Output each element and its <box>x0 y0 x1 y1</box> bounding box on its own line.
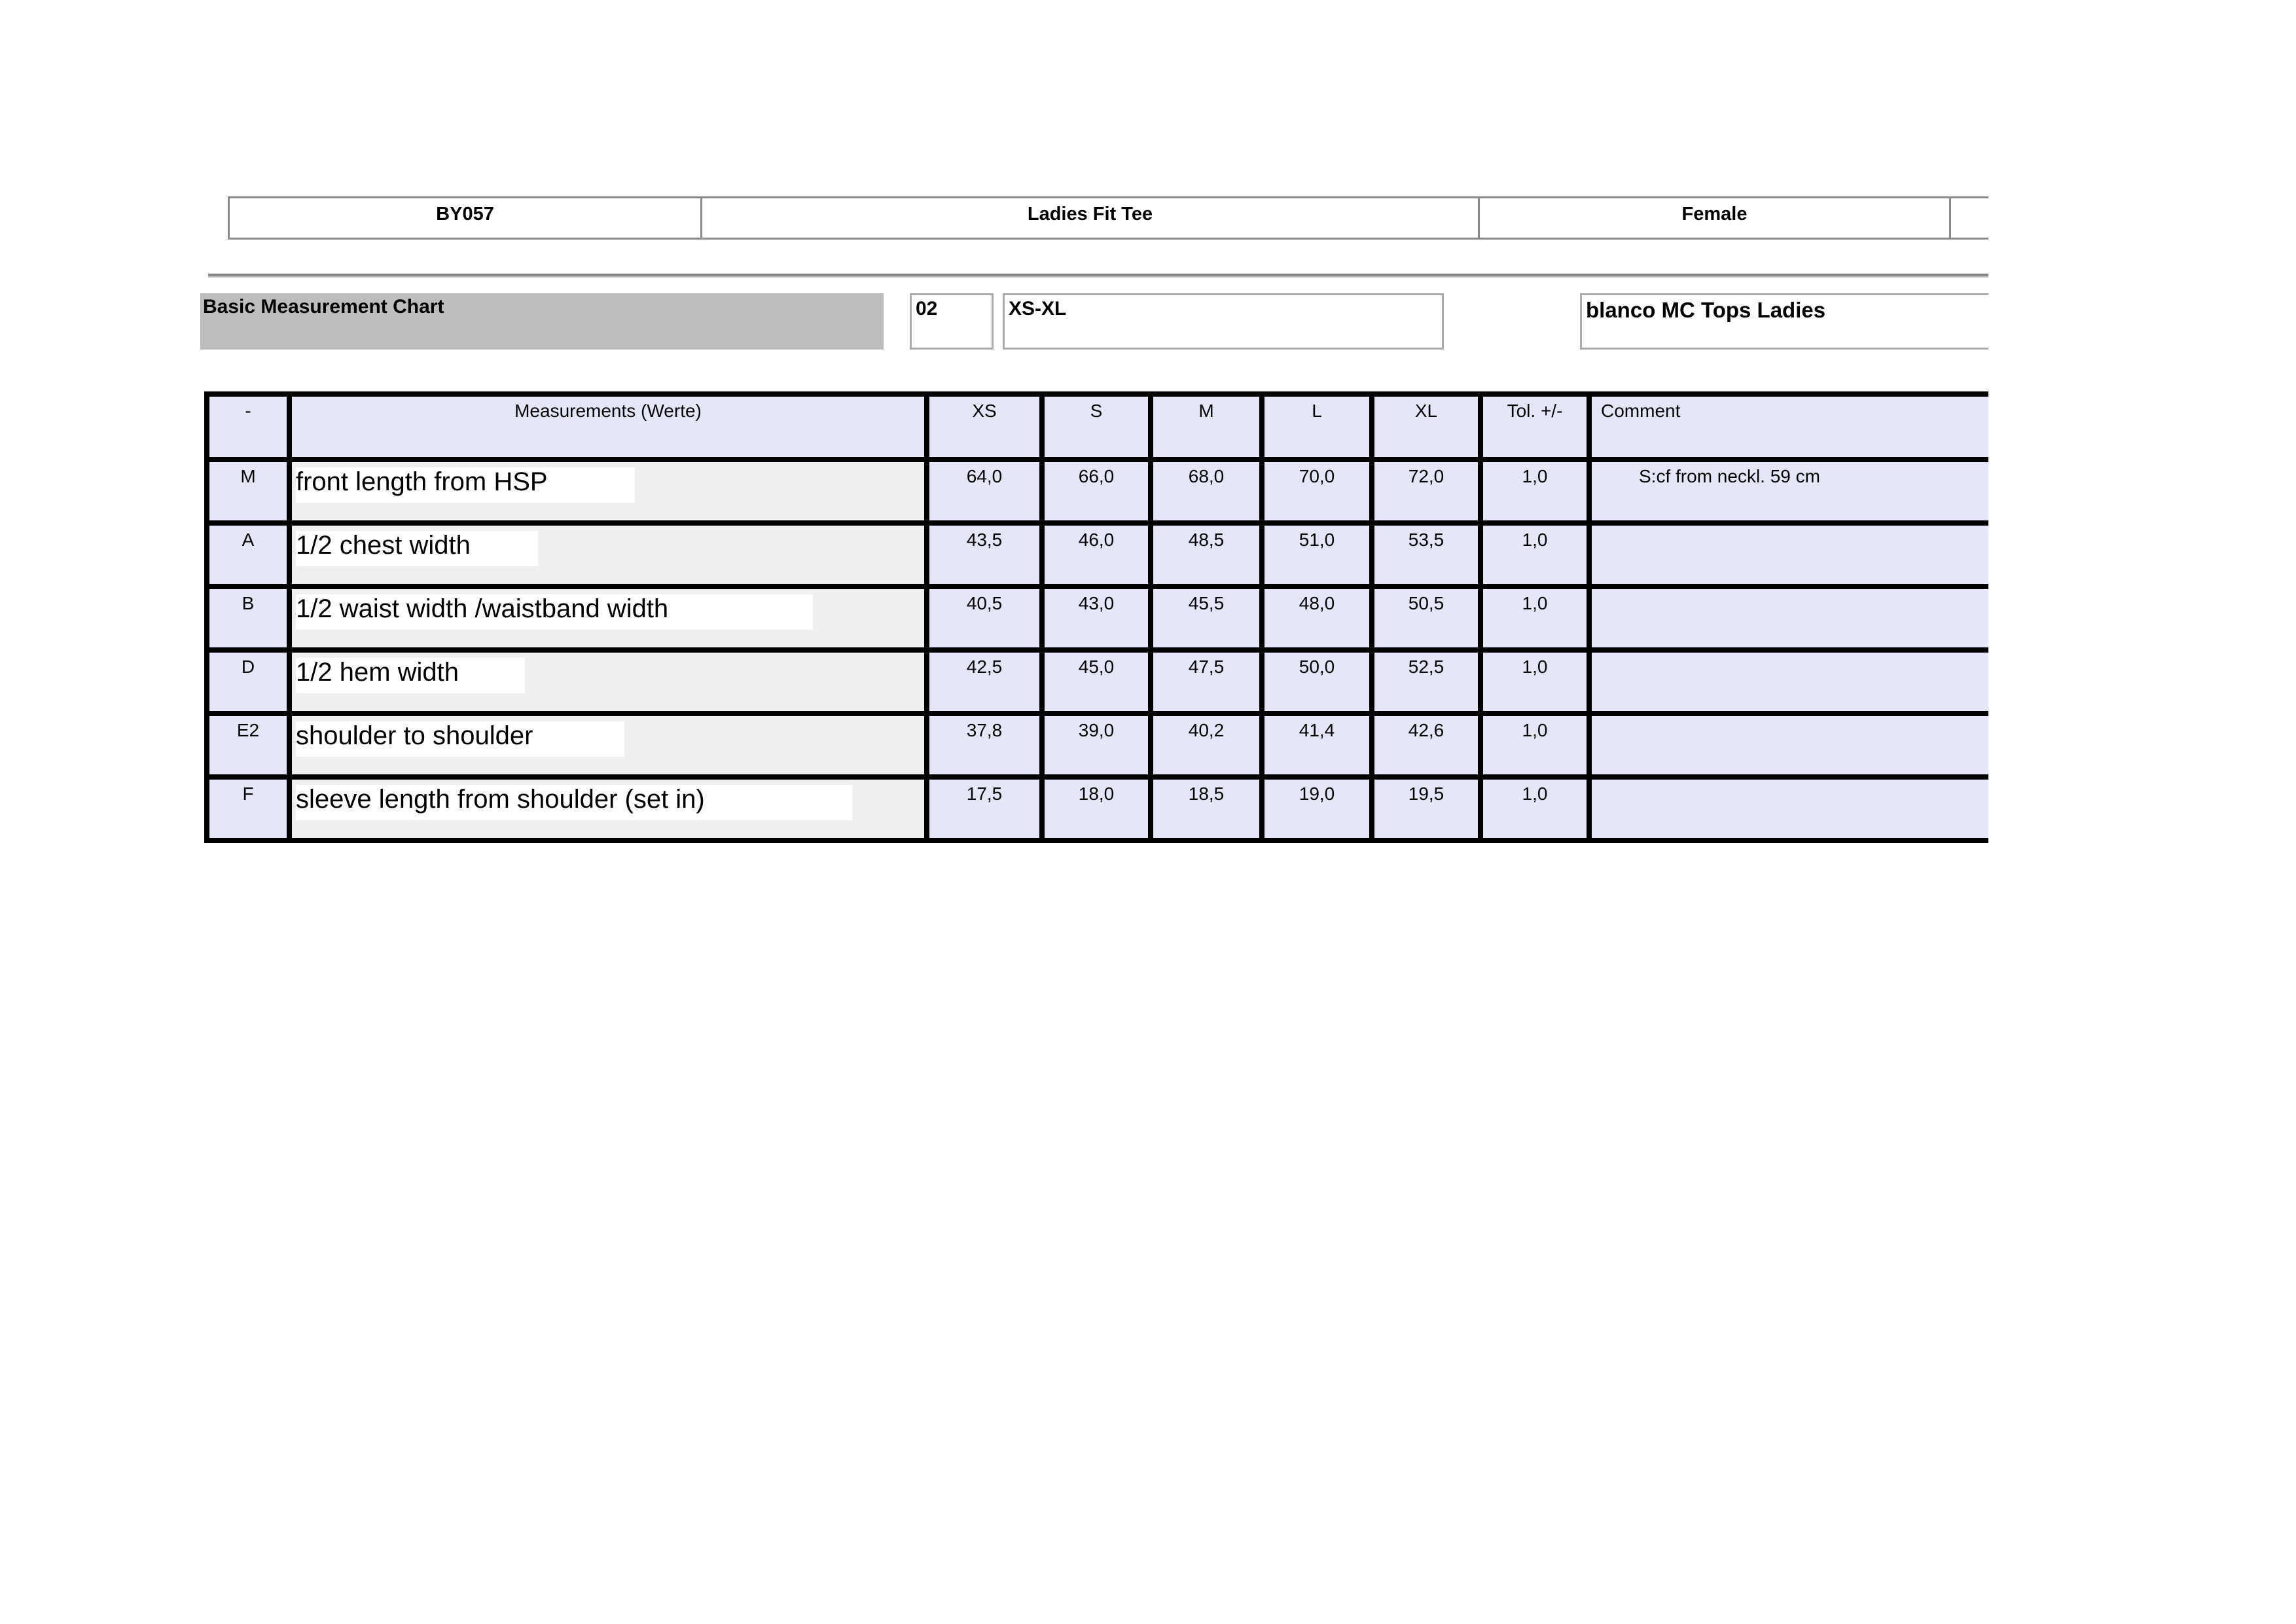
row-measurement-cell <box>289 650 927 713</box>
header-tolerance: Tol. +/- <box>1480 394 1589 460</box>
header-extra-cell <box>1949 196 1988 240</box>
value-xs: 40,5 <box>927 586 1042 650</box>
row-measurement-name: shoulder to shoulder <box>296 721 624 757</box>
divider-rule <box>208 274 1988 278</box>
value-xs: 42,5 <box>927 650 1042 713</box>
value-s: 45,0 <box>1042 650 1151 713</box>
value-l: 48,0 <box>1262 586 1372 650</box>
value-xs: 43,5 <box>927 523 1042 586</box>
value-xl: 50,5 <box>1372 586 1480 650</box>
value-m: 48,5 <box>1151 523 1262 586</box>
value-s: 18,0 <box>1042 777 1151 840</box>
row-code: B <box>207 586 289 650</box>
value-xl: 19,5 <box>1372 777 1480 840</box>
value-l: 19,0 <box>1262 777 1372 840</box>
value-xs: 37,8 <box>927 713 1042 777</box>
header-measurement: Measurements (Werte) <box>289 394 927 460</box>
row-measurement-cell <box>289 460 927 523</box>
value-tolerance: 1,0 <box>1480 713 1589 777</box>
row-comment: S:cf from neckl. 59 cm <box>1639 466 1820 486</box>
value-m: 40,2 <box>1151 713 1262 777</box>
value-l: 50,0 <box>1262 650 1372 713</box>
row-measurement-name: sleeve length from shoulder (set in) <box>296 785 852 820</box>
row-measurement-name: 1/2 hem width <box>296 658 525 693</box>
value-tolerance: 1,0 <box>1480 777 1589 840</box>
table-row <box>207 460 1988 523</box>
value-s: 43,0 <box>1042 586 1151 650</box>
value-tolerance: 1,0 <box>1480 460 1589 523</box>
value-tolerance: 1,0 <box>1480 523 1589 586</box>
row-measurement-name: front length from HSP <box>296 467 635 503</box>
value-tolerance: 1,0 <box>1480 586 1589 650</box>
value-m: 18,5 <box>1151 777 1262 840</box>
table-row <box>207 713 1988 777</box>
row-comment <box>1589 523 1988 586</box>
row-measurement-cell <box>289 523 927 586</box>
value-s: 46,0 <box>1042 523 1151 586</box>
row-code: M <box>207 460 289 523</box>
row-code: F <box>207 777 289 840</box>
row-comment <box>1589 650 1988 713</box>
table-row <box>207 650 1988 713</box>
row-comment-cell <box>1589 460 1988 523</box>
row-code: A <box>207 523 289 586</box>
row-code: D <box>207 650 289 713</box>
row-measurement-cell <box>289 713 927 777</box>
value-xl: 42,6 <box>1372 713 1480 777</box>
collection-name: blanco MC Tops Ladies <box>1580 293 1988 350</box>
value-l: 70,0 <box>1262 460 1372 523</box>
size-range: XS-XL <box>1003 293 1444 350</box>
table-header-row <box>207 394 1988 460</box>
measurement-table <box>204 391 1988 843</box>
value-xl: 53,5 <box>1372 523 1480 586</box>
gender: Female <box>1478 196 1949 240</box>
measurement-table-wrap <box>204 391 1988 843</box>
value-tolerance: 1,0 <box>1480 650 1589 713</box>
value-xl: 72,0 <box>1372 460 1480 523</box>
header-size-m: M <box>1151 394 1262 460</box>
value-xs: 17,5 <box>927 777 1042 840</box>
header-bar <box>228 196 1988 240</box>
value-l: 41,4 <box>1262 713 1372 777</box>
style-number: BY057 <box>228 196 700 240</box>
value-m: 47,5 <box>1151 650 1262 713</box>
style-name: Ladies Fit Tee <box>700 196 1478 240</box>
header-comment: Comment <box>1589 394 1988 460</box>
row-comment <box>1589 777 1988 840</box>
header-size-xs: XS <box>927 394 1042 460</box>
row-measurement-cell <box>289 586 927 650</box>
chart-title: Basic Measurement Chart <box>200 293 884 350</box>
row-measurement-name: 1/2 waist width /waistband width <box>296 594 813 630</box>
row-comment <box>1589 713 1988 777</box>
value-l: 51,0 <box>1262 523 1372 586</box>
row-measurement-name: 1/2 chest width <box>296 531 538 566</box>
value-s: 66,0 <box>1042 460 1151 523</box>
table-row <box>207 523 1988 586</box>
header-size-xl: XL <box>1372 394 1480 460</box>
row-comment <box>1589 586 1988 650</box>
row-measurement-cell <box>289 777 927 840</box>
table-row <box>207 777 1988 840</box>
value-m: 45,5 <box>1151 586 1262 650</box>
header-size-l: L <box>1262 394 1372 460</box>
header-size-s: S <box>1042 394 1151 460</box>
header-code: - <box>207 394 289 460</box>
value-m: 68,0 <box>1151 460 1262 523</box>
value-s: 39,0 <box>1042 713 1151 777</box>
table-row <box>207 586 1988 650</box>
value-xl: 52,5 <box>1372 650 1480 713</box>
value-xs: 64,0 <box>927 460 1042 523</box>
chart-number: 02 <box>910 293 994 350</box>
row-code: E2 <box>207 713 289 777</box>
